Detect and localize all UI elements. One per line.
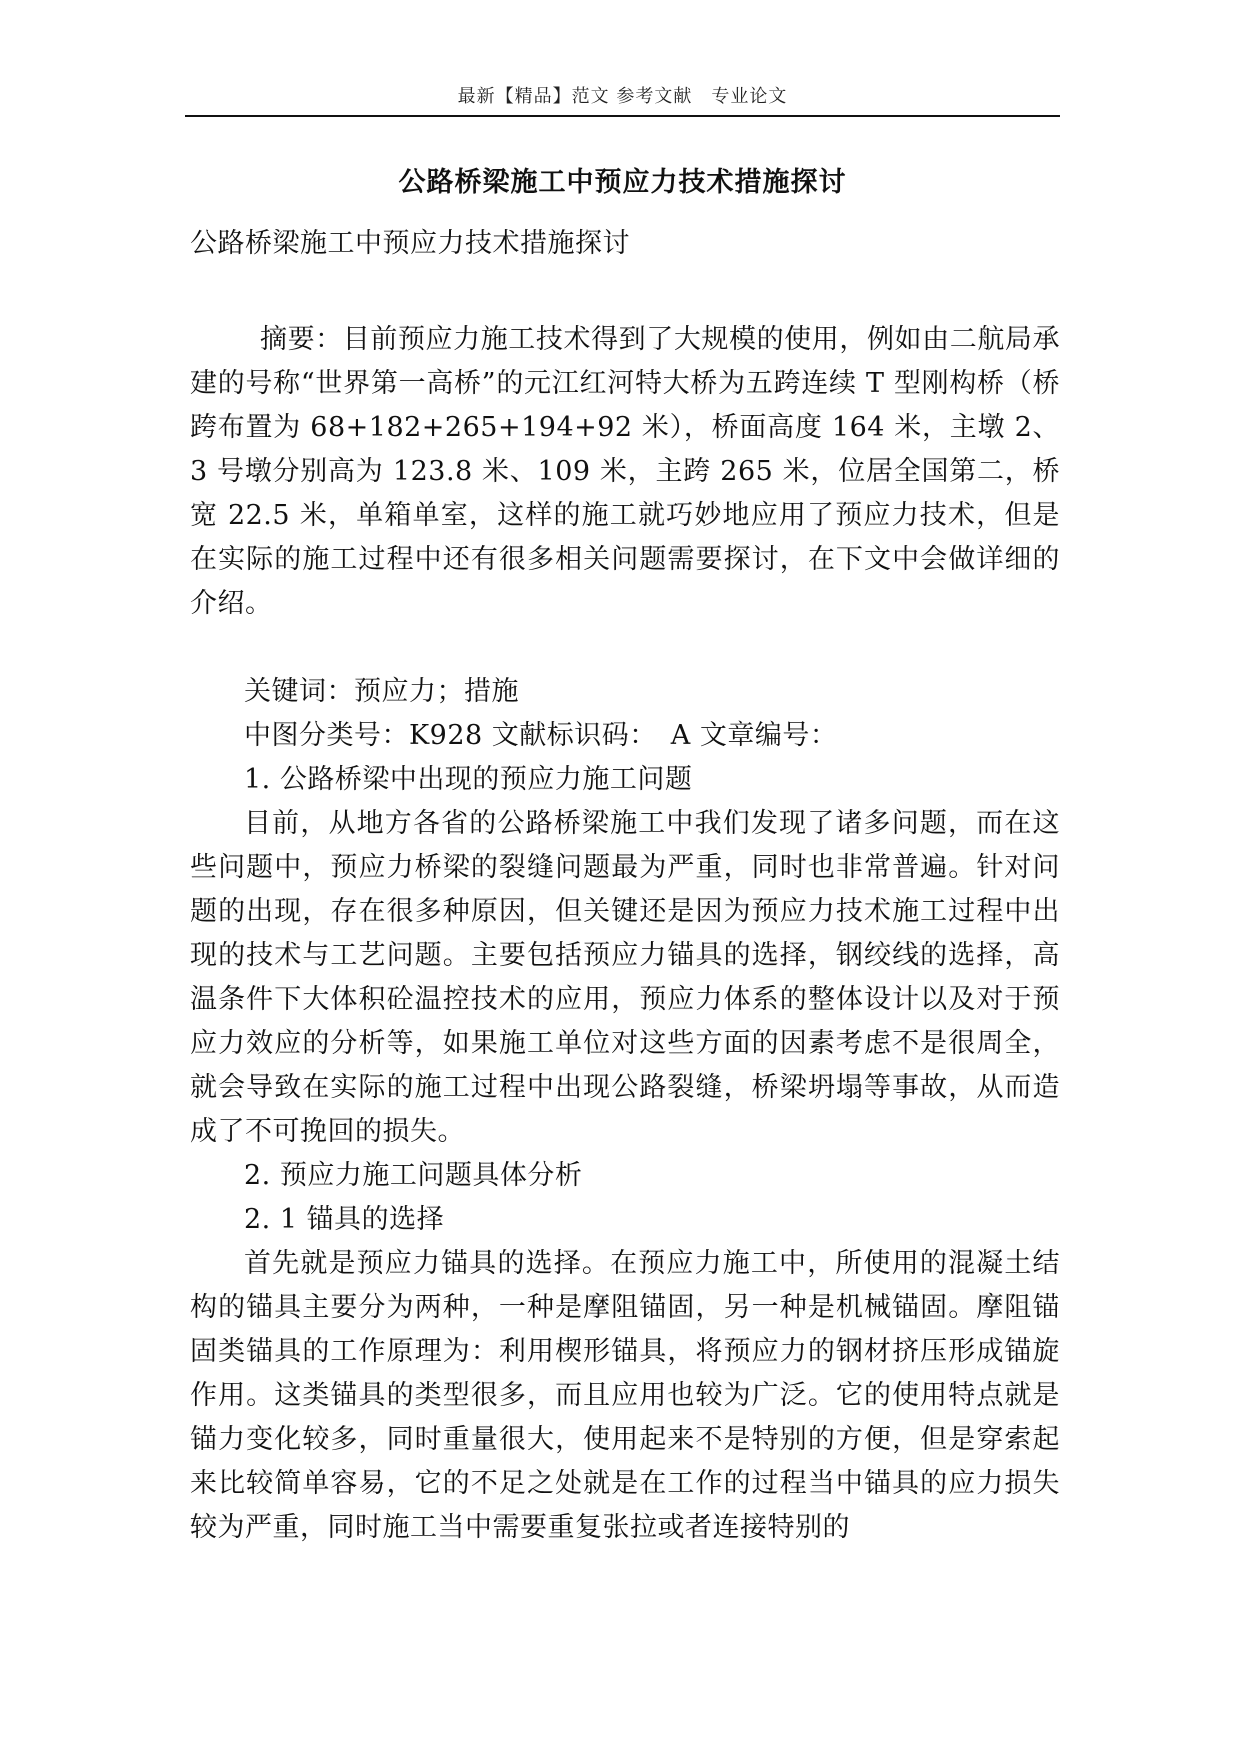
page-header: 最新【精品】范文 参考文献 专业论文 — [457, 86, 788, 107]
section-heading-2: 2. 预应力施工问题具体分析 — [244, 1160, 583, 1191]
section-2-1-paragraph: 首先就是预应力锚具的选择。在预应力施工中，所使用的混凝土结构的锚具主要分为两种，一种是摩阻锚固，另一种是机械锚固。摩阻锚固类锚具的工作原理为：利用楔形锚具，将预应力的钢材挤压形成锚旋作用。这类锚具的类型很多，而且应用也较为广泛。它的使用特点就是锚力变化较多，同时重量很大，使用起来不是特别的方便，但是穿索起来比较简单容易，它的不足之处就是在工作的过程当中锚具的应力损失较为严重，同时施工当中需要重复张拉或者连接特别的 — [190, 1248, 1060, 1543]
subtitle: 公路桥梁施工中预应力技术措施探讨 — [190, 228, 630, 259]
document-title: 公路桥梁施工中预应力技术措施探讨 — [398, 167, 847, 198]
document-body — [190, 222, 1060, 1550]
spacer — [190, 266, 1060, 318]
classification-line: 中图分类号：K928 文献标识码： A 文章编号： — [244, 720, 838, 751]
keywords-line: 关键词：预应力；措施 — [244, 676, 519, 707]
section-1-paragraph: 目前，从地方各省的公路桥梁施工中我们发现了诸多问题，而在这些问题中，预应力桥梁的裂缝问题最为严重，同时也非常普遍。针对问题的出现，存在很多种原因，但关键还是因为预应力技术施工过程中出现的技术与工艺问题。主要包括预应力锚具的选择，钢绞线的选择，高温条件下大体积砼温控技术的应用，预应力体系的整体设计以及对于预应力效应的分析等，如果施工单位对这些方面的因素考虑不是很周全，就会导致在实际的施工过程中出现公路裂缝，桥梁坍塌等事故，从而造成了不可挽回的损失。 — [190, 808, 1060, 1147]
section-heading-1: 1. 公路桥梁中出现的预应力施工问题 — [244, 764, 693, 795]
spacer — [190, 626, 1060, 670]
abstract-paragraph: 摘要：目前预应力施工技术得到了大规模的使用，例如由二航局承建的号称“世界第一高桥”的元江红河特大桥为五跨连续 T 型刚构桥（桥跨布置为 68+182+265+194+92 米），桥面高度 164 米，主墩 2、3 号墩分别高为 123.8 米、109 米，主跨 265 米，位居全国第二，桥宽 22.5 米，单箱单室，这样的施工就巧妙地应用了预应力技术，但是在实际的施工过程中还有很多相关问题需要探讨，在下文中会做详细的介绍。 — [190, 324, 1060, 619]
header-divider — [185, 115, 1060, 117]
section-heading-2-1: 2. 1 锚具的选择 — [244, 1204, 445, 1235]
